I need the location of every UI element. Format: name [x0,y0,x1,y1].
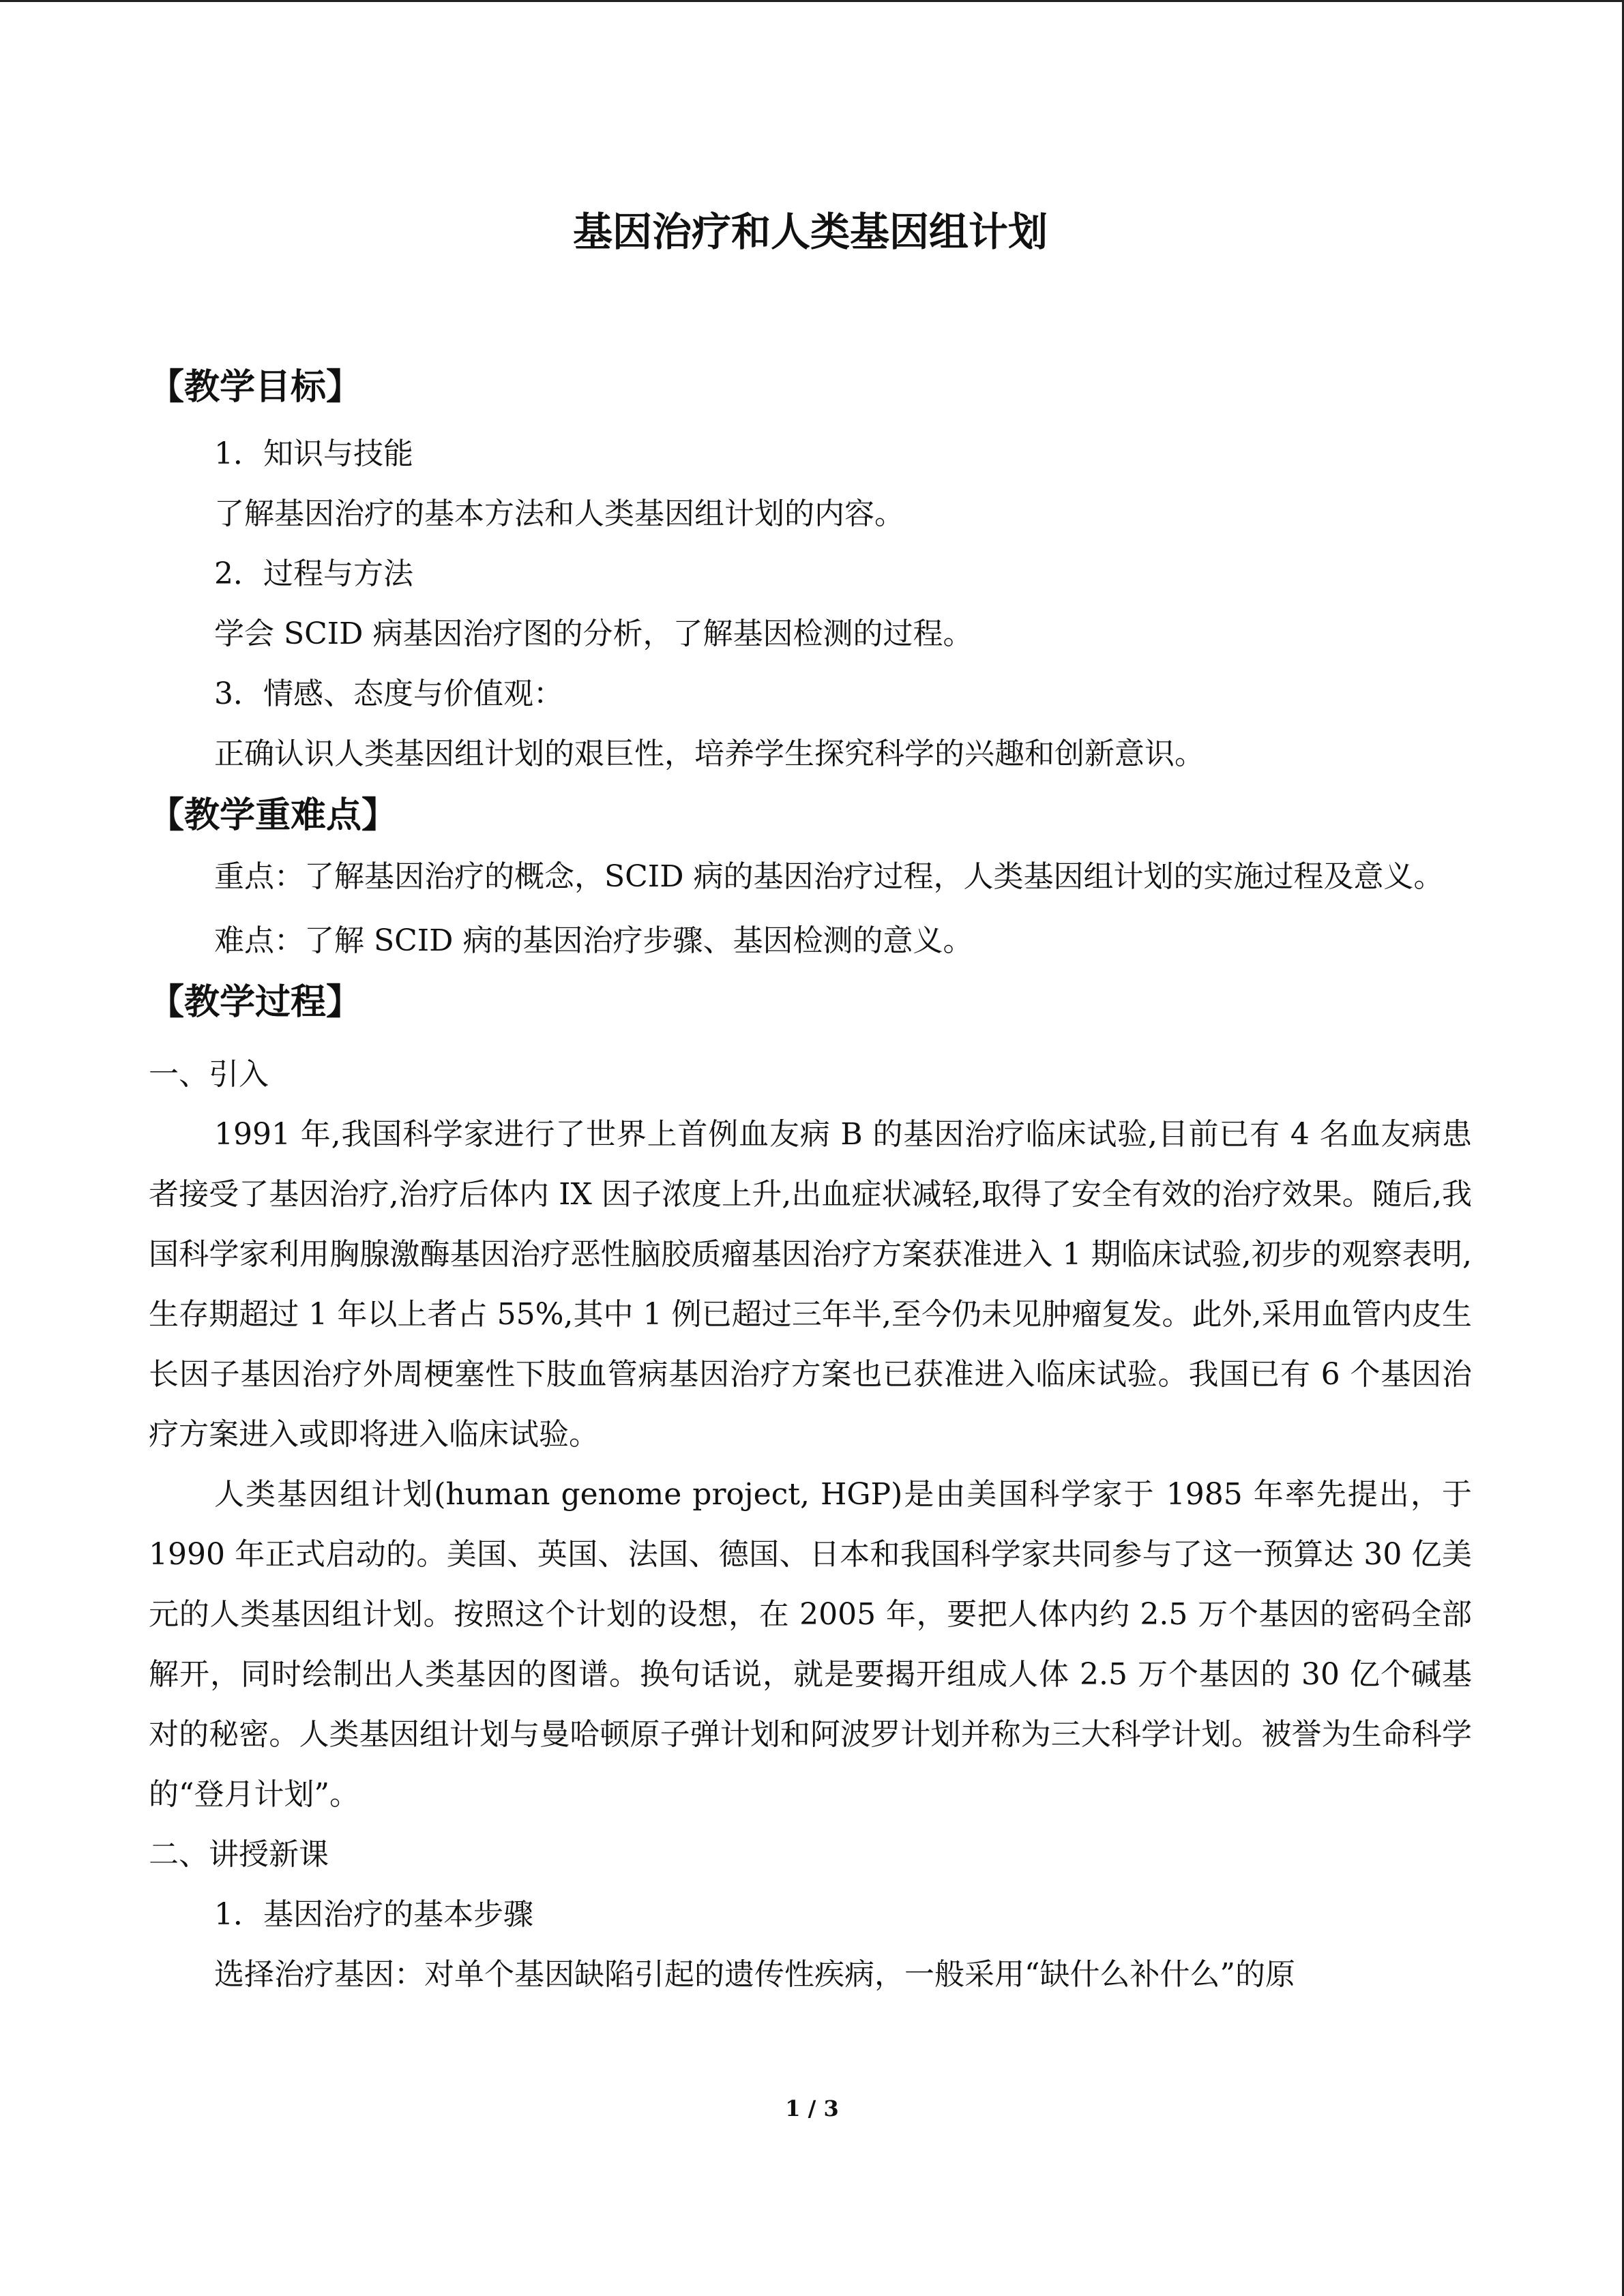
part-1-label: 一、引入 [149,1057,269,1092]
objective-3-text: 正确认识人类基因组计划的艰巨性，培养学生探究科学的兴趣和创新意识。 [214,736,1205,771]
key-point-text: 重点：了解基因治疗的概念，SCID 病的基因治疗过程，人类基因组计划的实施过程及意义。 [214,859,1444,894]
part-2-label: 二、讲授新课 [149,1837,329,1872]
section-process [149,976,1472,2005]
objective-2-label: 2．过程与方法 [214,556,413,591]
difficult-point-text: 难点：了解 SCID 病的基因治疗步骤、基因检测的意义。 [214,923,973,958]
subsection-1-label: 1．基因治疗的基本步骤 [214,1897,533,1932]
section-heading-objectives: 【教学目标】 [149,367,362,408]
section-objectives [149,361,1472,784]
subsection-1-text: 选择治疗基因：对单个基因缺陷引起的遗传性疾病，一般采用“缺什么补什么”的原 [214,1957,1295,1992]
objective-1-label: 1．知识与技能 [214,436,413,471]
page-number: 1 / 3 [785,2096,839,2121]
section-heading-process: 【教学过程】 [149,982,362,1023]
document-body [149,205,1472,2005]
objective-1-text: 了解基因治疗的基本方法和人类基因组计划的内容。 [214,496,904,531]
intro-paragraph-2: 人类基因组计划(human genome project, HGP)是由美国科学家于 1985 年率先提出，于 1990 年正式启动的。美国、英国、法国、德国、日本和我国科学家共同参与了这一预算达 30 亿美元的人类基因组计划。按照这个计划的设想，在 2005 年，要把人体内约 2.5 万个基因的密码全部解开，同时绘制出人类基因的图谱。换句话说，就是要揭开组成人体 2.5 万个基因的 30 亿个碱基对的秘密。人类基因组计划与曼哈顿原子弹计划和阿波罗计划并称为三大科学计划。被誉为生命科学的“登月计划”。 [149,1477,1472,1812]
section-key-points [149,790,1472,971]
objective-3-label: 3．情感、态度与价值观： [214,676,563,711]
document-title: 基因治疗和人类基因组计划 [572,209,1048,255]
objective-2-text: 学会 SCID 病基因治疗图的分析，了解基因检测的过程。 [214,616,973,651]
section-heading-key-points: 【教学重难点】 [149,795,398,836]
intro-paragraph-1: 1991 年,我国科学家进行了世界上首例血友病 B 的基因治疗临床试验,目前已有 4 名血友病患者接受了基因治疗,治疗后体内 IX 因子浓度上升,出血症状减轻,取得了安全有效的治疗效果。随后,我国科学家利用胸腺激酶基因治疗恶性脑胶质瘤基因治疗方案获准进入 1 期临床试验,初步的观察表明,生存期超过 1 年以上者占 55%,其中 1 例已超过三年半,至今仍未见肿瘤复发。此外,采用血管内皮生长因子基因治疗外周梗塞性下肢血管病基因治疗方案也已获准进入临床试验。我国已有 6 个基因治疗方案进入或即将进入临床试验。 [149,1117,1472,1452]
